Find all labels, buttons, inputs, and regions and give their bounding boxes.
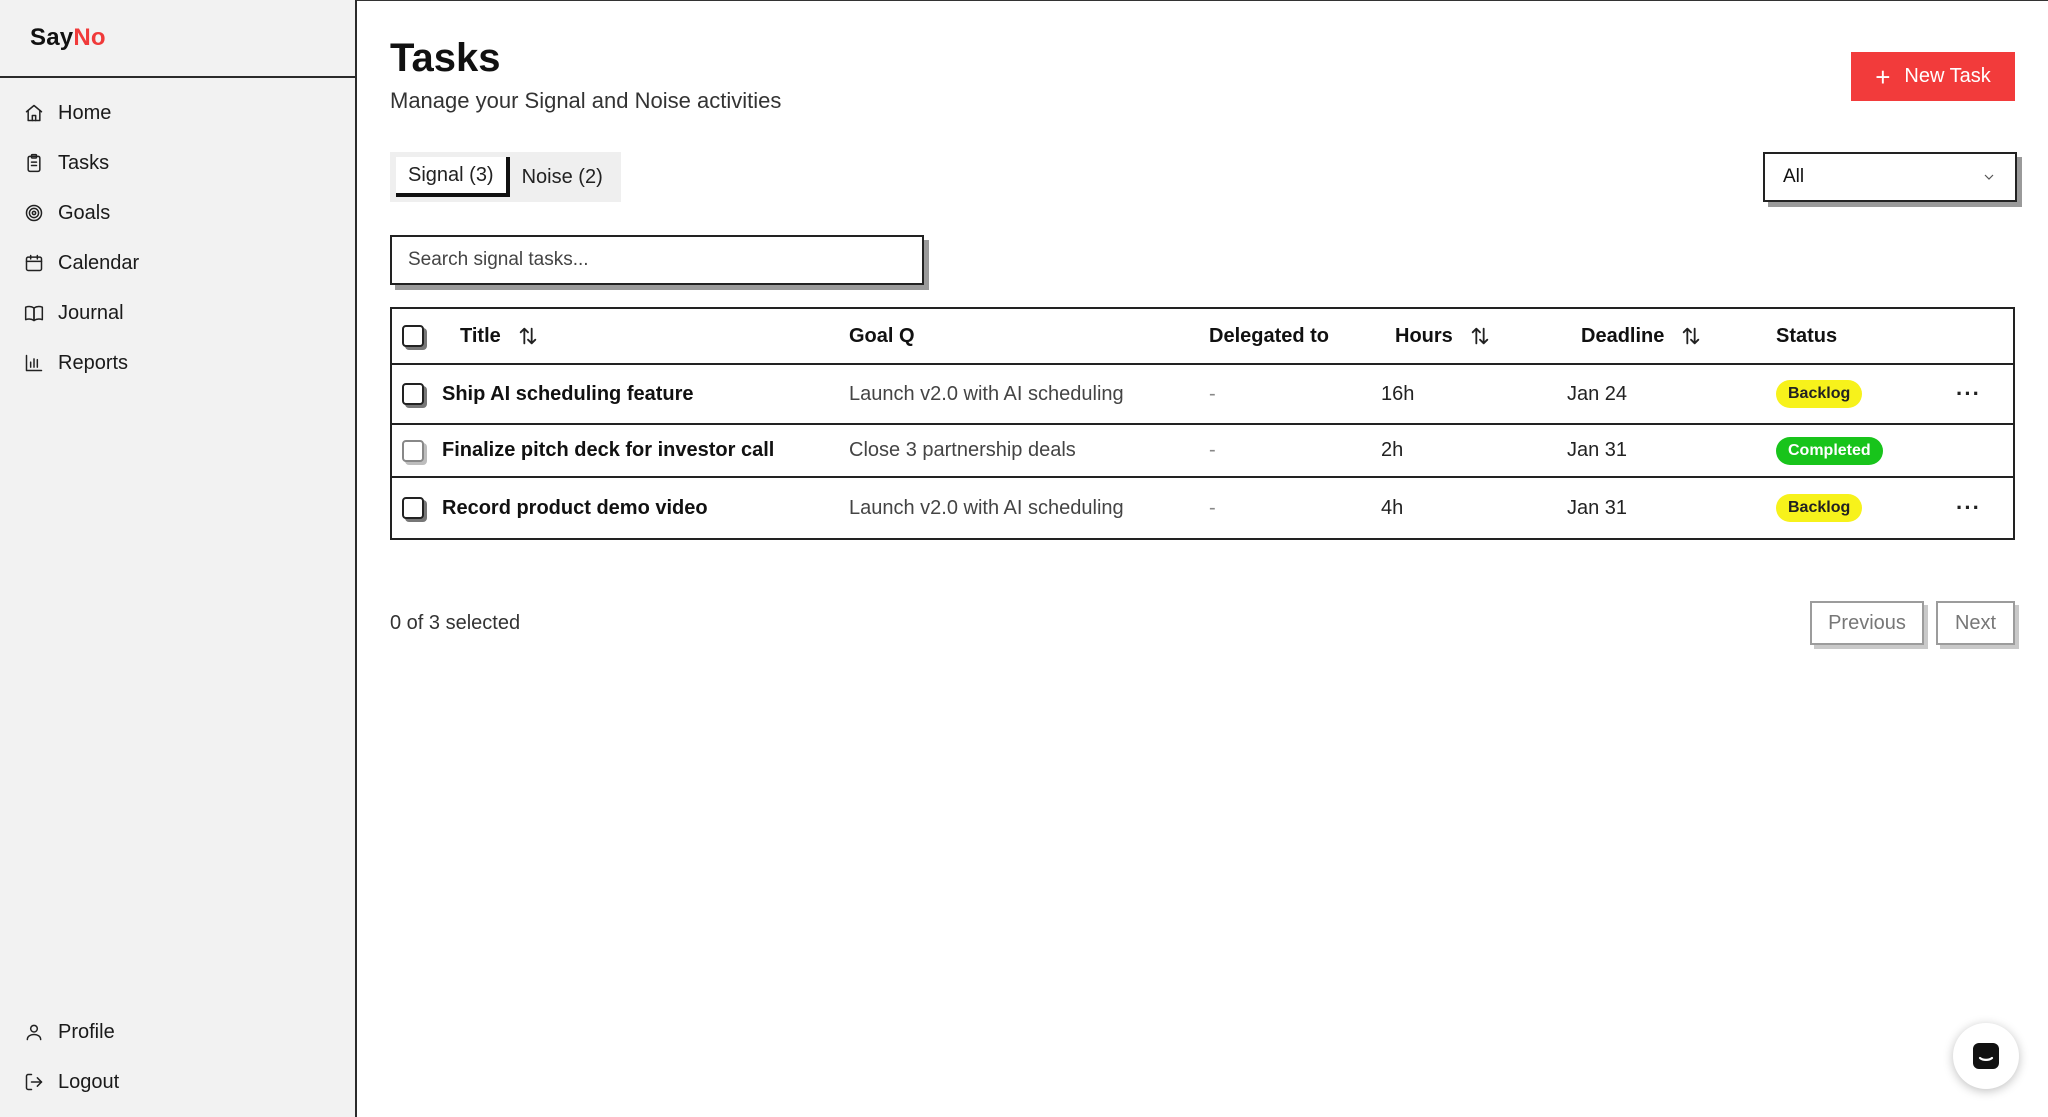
clipboard-icon (24, 153, 44, 173)
status-badge[interactable]: Backlog (1776, 494, 1862, 522)
column-title-label: Title (460, 324, 501, 347)
tab-signal[interactable]: Signal (3) (396, 157, 510, 197)
column-header-deadline[interactable] (1581, 309, 1702, 363)
home-icon (24, 103, 44, 123)
logo-say: Say (30, 24, 74, 51)
selection-count: 0 of 3 selected (390, 612, 521, 634)
bar-chart-icon (24, 353, 44, 373)
main-content (359, 0, 2048, 1117)
sidebar-item-label: Goals (58, 201, 111, 224)
task-deadline: Jan 31 (1567, 439, 1628, 461)
more-options-icon[interactable]: ··· (1956, 495, 1981, 520)
tasks-table (390, 307, 2015, 540)
sort-icon (517, 325, 539, 347)
table-row[interactable] (392, 425, 2013, 478)
page-title: Tasks (390, 36, 501, 80)
sidebar-item-profile[interactable] (0, 1007, 355, 1057)
status-filter-select[interactable] (1763, 152, 2017, 202)
status-cell (1776, 425, 1883, 476)
task-delegated: - (1209, 382, 1216, 405)
column-hours-label: Hours (1395, 324, 1453, 347)
sidebar (0, 0, 357, 1117)
row-checkbox[interactable] (402, 383, 424, 405)
task-title[interactable]: Record product demo video (442, 496, 708, 519)
task-hours: 4h (1381, 496, 1404, 519)
next-page-button[interactable]: Next (1936, 601, 2015, 645)
sidebar-item-label: Reports (58, 351, 129, 374)
sidebar-item-label: Tasks (58, 151, 110, 174)
sidebar-item-reports[interactable] (0, 338, 355, 388)
logo-bar (0, 0, 355, 78)
task-goal: Launch v2.0 with AI scheduling (849, 496, 1124, 519)
book-icon (24, 303, 44, 323)
task-goal: Launch v2.0 with AI scheduling (849, 382, 1124, 405)
logout-icon (24, 1072, 44, 1092)
task-type-tabs (390, 152, 621, 202)
calendar-icon (24, 253, 44, 273)
sort-icon (1680, 325, 1702, 347)
column-header-status: Status (1776, 324, 1838, 347)
new-task-label: New Task (1904, 65, 1991, 87)
filter-selected-value: All (1783, 166, 1805, 187)
chat-launcher-button[interactable] (1953, 1023, 2019, 1089)
more-options-icon[interactable]: ··· (1956, 381, 1981, 406)
sidebar-bottom-nav (0, 1007, 355, 1107)
sidebar-item-label: Calendar (58, 251, 140, 274)
task-deadline: Jan 24 (1567, 382, 1628, 405)
sidebar-nav (0, 78, 355, 388)
sidebar-item-home[interactable] (0, 88, 355, 138)
previous-page-button[interactable]: Previous (1810, 601, 1924, 645)
row-select-cell (402, 478, 424, 538)
new-task-button[interactable] (1851, 52, 2015, 101)
table-row[interactable] (392, 478, 2013, 538)
select-all-checkbox[interactable] (402, 325, 424, 347)
task-deadline: Jan 31 (1567, 496, 1628, 519)
sidebar-item-label: Logout (58, 1070, 120, 1093)
column-header-title[interactable] (460, 309, 539, 363)
column-header-delegated: Delegated to (1209, 324, 1330, 347)
task-title[interactable]: Ship AI scheduling feature (442, 382, 694, 405)
chevron-down-icon (1981, 169, 1997, 185)
sidebar-item-label: Journal (58, 301, 124, 324)
status-cell (1776, 478, 1862, 538)
sidebar-item-tasks[interactable] (0, 138, 355, 188)
column-header-goal: Goal Q (849, 324, 915, 347)
column-deadline-label: Deadline (1581, 324, 1665, 347)
row-checkbox[interactable] (402, 440, 424, 462)
status-cell (1776, 365, 1862, 423)
row-checkbox[interactable] (402, 497, 424, 519)
page-subtitle: Manage your Signal and Noise activities (390, 88, 782, 113)
task-goal: Close 3 partnership deals (849, 439, 1076, 461)
user-icon (24, 1022, 44, 1042)
chat-icon (1971, 1041, 2001, 1071)
status-badge[interactable]: Completed (1776, 437, 1883, 465)
target-icon (24, 203, 44, 223)
task-hours: 2h (1381, 439, 1404, 461)
logo-no: No (73, 24, 106, 51)
sort-icon (1469, 325, 1491, 347)
sidebar-item-logout[interactable] (0, 1057, 355, 1107)
plus-icon: + (1875, 61, 1891, 92)
sidebar-item-goals[interactable] (0, 188, 355, 238)
row-select-cell (402, 365, 424, 423)
app-logo[interactable] (30, 24, 106, 52)
sidebar-item-label: Home (58, 101, 112, 124)
task-delegated: - (1209, 496, 1216, 519)
task-hours: 16h (1381, 382, 1415, 405)
column-header-hours[interactable] (1395, 309, 1491, 363)
sidebar-item-label: Profile (58, 1020, 115, 1043)
row-actions-cell (1956, 478, 1981, 538)
table-row[interactable] (392, 365, 2013, 425)
row-actions-cell (1956, 365, 1981, 423)
search-input[interactable] (390, 235, 924, 285)
sidebar-item-calendar[interactable] (0, 238, 355, 288)
status-badge[interactable]: Backlog (1776, 380, 1862, 408)
sidebar-item-journal[interactable] (0, 288, 355, 338)
task-delegated: - (1209, 439, 1216, 461)
table-header-row (392, 309, 2013, 365)
tab-noise[interactable]: Noise (2) (521, 165, 603, 188)
row-select-cell (402, 425, 424, 476)
select-all-cell (402, 309, 424, 363)
task-title[interactable]: Finalize pitch deck for investor call (442, 439, 775, 461)
